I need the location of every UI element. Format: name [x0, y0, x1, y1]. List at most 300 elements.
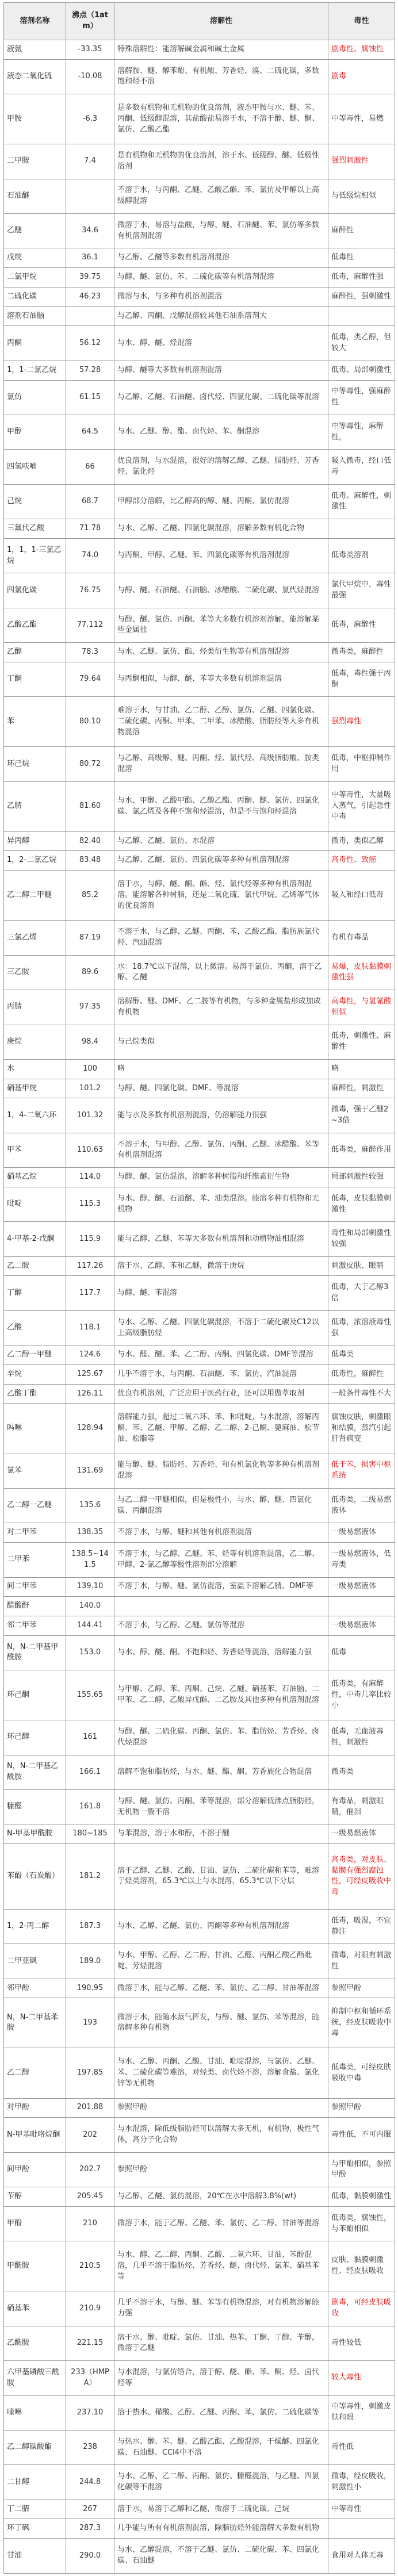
solubility-cell: 是有机物和无机物的优良溶剂，溶于水、低级醇、醚、低极性溶剂 — [114, 144, 328, 179]
table-row — [4, 2048, 395, 2098]
boiling-point-cell: 153.0 — [66, 1635, 114, 1670]
boiling-point-cell: -6.3 — [66, 94, 114, 144]
solvent-name-cell: 氯苯 — [4, 1454, 66, 1488]
solubility-cell: 与己烷类似 — [114, 1025, 328, 1059]
table-row — [4, 871, 395, 921]
solvent-name-cell: 乙酸乙酯 — [4, 608, 66, 642]
toxicity-cell: 低毒类，麻醉作用 — [328, 1133, 395, 1167]
toxicity-cell: 麻醉性，强刺激性 — [328, 287, 395, 306]
solvent-name-cell: 对甲酚 — [4, 2098, 66, 2118]
boiling-point-cell: 64.5 — [66, 415, 114, 449]
boiling-point-cell: 138.35 — [66, 1523, 114, 1543]
solvent-name-cell: 二甲亚砜 — [4, 1944, 66, 1979]
table-row — [4, 450, 395, 484]
solubility-cell: 与乙醇、高级醇、醚、丙酮、烃、氯代烃、高级脂肪酸、胺类混溶 — [114, 747, 328, 781]
boiling-point-cell: 181.2 — [66, 1844, 114, 1910]
solubility-cell: 难溶于水，与甘油、乙二醇、乙醇、氯仿、乙醚、四氯化碳、二硫化碳、丙酮、甲苯、二甲苯、冰醋酸、脂肪烃等大多有机物混溶 — [114, 697, 328, 747]
table-row — [4, 380, 395, 415]
table-body — [4, 40, 395, 2574]
table-row — [4, 2361, 395, 2395]
solubility-cell: 与醇、醚、氯仿、丙酮、苯等大多数有机溶剂溶解，能溶解某些金属盐 — [114, 608, 328, 642]
solubility-cell: 与甲醇、乙醇、苯、丙酮、己烷、乙醚、硝基苯、石油脑、二甲苯、乙二醇、乙酸异戊酯、二乙胺及其他多种有机溶剂混溶 — [114, 1670, 328, 1720]
toxicity-cell: 低毒，吸湿，不宜静注 — [328, 1909, 395, 1943]
solubility-cell: 与水、乙醇、丙酮、乙酸、甘油、吡啶混溶，与氯仿、乙醚、苯、二硫化碳等难溶，对烃类、卤代烃不溶，溶解食盐、氯化锌等无机物 — [114, 2048, 328, 2098]
solubility-cell: 与醇、醚、氯仿混溶，溶解多种树脂和纤维素衍生物 — [114, 1168, 328, 1187]
solubility-cell: 能与醇、醚、脂肪烃、芳香烃、和有机氯化物等多种有机溶剂混溶 — [114, 1454, 328, 1488]
table-row — [4, 1998, 395, 2048]
solubility-cell: 与水、乙醇、乙醚、氯仿、丙酮等多种有机溶剂混溶 — [114, 1909, 328, 1943]
table-row — [4, 831, 395, 851]
solvent-name-cell: 甲胺 — [4, 94, 66, 144]
solvent-name-cell: 乙醚 — [4, 214, 66, 248]
solubility-cell: 与水混溶，除低级脂肪烃可以溶解大多无机，有机物，极性气体，高分子化合物 — [114, 2118, 328, 2152]
solvent-name-cell: 苯酚（石炭酸） — [4, 1844, 66, 1910]
boiling-point-cell: 117.26 — [66, 1256, 114, 1276]
solvent-name-cell: 己烷 — [4, 484, 66, 519]
boiling-point-cell: 57.28 — [66, 361, 114, 380]
solvent-name-cell: 乙二醇 — [4, 2048, 66, 2098]
toxicity-cell: 食用对人体无毒 — [328, 2539, 395, 2574]
solvent-name-cell: 对二甲苯 — [4, 1523, 66, 1543]
solvent-name-cell: 醋酸酐 — [4, 1597, 66, 1616]
solvent-name-cell: 液态二氧化硫 — [4, 59, 66, 94]
boiling-point-cell: 202 — [66, 2118, 114, 2152]
solubility-cell: 溶于乙醇、乙醚、乙酸、甘油、氯仿、二硫化碳和苯等，难溶于烃类溶剂，65.3℃以上与水混溶，65.3℃以下分层 — [114, 1844, 328, 1910]
boiling-point-cell: 138.5~141.5 — [66, 1543, 114, 1577]
solvent-name-cell: 石油醚 — [4, 179, 66, 213]
solubility-cell: 与水混溶，与氯仿络合，溶于醇、醚、酯、苯、酮、烃、卤代烃等 — [114, 2361, 328, 2395]
solvent-name-cell: 苯 — [4, 697, 66, 747]
toxicity-cell: 略 — [328, 1059, 395, 1079]
solvent-name-cell: 液氨 — [4, 40, 66, 60]
table-row — [4, 781, 395, 831]
solvent-name-cell: 甲酰胺 — [4, 2241, 66, 2291]
toxicity-cell: 高毒性，与氢氰酸相似 — [328, 990, 395, 1025]
toxicity-cell: 强烈毒性 — [328, 697, 395, 747]
solvent-name-cell: 甘油 — [4, 2539, 66, 2574]
table-row — [4, 1979, 395, 1998]
toxicity-cell: 参照甲酚 — [328, 2098, 395, 2118]
solvent-name-cell: N，N-二甲基乙酰胺 — [4, 1755, 66, 1789]
table-row — [4, 2465, 395, 2500]
solvent-name-cell: 辛烷 — [4, 1365, 66, 1385]
solvent-name-cell: 二硫化碳 — [4, 287, 66, 306]
boiling-point-cell: 180~185 — [66, 1824, 114, 1844]
solubility-cell: 与乙醇、乙醚、氯仿混溶，20℃在水中溶解3.8%(wt) — [114, 2187, 328, 2207]
boiling-point-cell: 46.23 — [66, 287, 114, 306]
table-row — [4, 1635, 395, 1670]
boiling-point-cell: 125.67 — [66, 1365, 114, 1385]
solubility-cell: 溶于水、乙醇、苯和乙醚，微溶于庚烷 — [114, 1256, 328, 1276]
toxicity-cell: 低毒，麻醉性 — [328, 608, 395, 642]
solubility-cell: 与醇、醚、氯仿、苯、二硫化碳等有机溶剂混溶 — [114, 268, 328, 288]
solvent-name-cell: 乙酸 — [4, 1310, 66, 1345]
boiling-point-cell: 85.2 — [66, 871, 114, 921]
boiling-point-cell: 117.7 — [66, 1276, 114, 1310]
toxicity-cell: 低毒。麻醉性，刺激性 — [328, 484, 395, 519]
toxicity-cell: 微毒，经皮吸收，刺激性小 — [328, 2465, 395, 2500]
toxicity-cell: 一级易燃液体 — [328, 1824, 395, 1844]
solvent-name-cell: 1，1，1-三氯乙烷 — [4, 538, 66, 573]
solvent-name-cell: 吗啉 — [4, 1404, 66, 1454]
solubility-cell: 与水、甲醇、乙酸甲酯、乙酸乙酯、丙酮、醚、氯仿、四氯化碳、氯乙烯及各种不饱和烃混溶，但是不与饱和烃混溶 — [114, 781, 328, 831]
solubility-cell: 微溶于水，能随水蒸气挥发，与醇、醚、氯仿、苯等混溶，能溶解多种有机物 — [114, 1998, 328, 2048]
toxicity-cell: 易爆，皮肤黏膜刺激性强 — [328, 955, 395, 990]
boiling-point-cell: 290.0 — [66, 2539, 114, 2574]
toxicity-cell: 低毒性 — [328, 248, 395, 268]
toxicity-cell: 微毒，强于乙醚2~3倍 — [328, 1098, 395, 1133]
solvent-name-cell: 4-甲基-2-戊酮 — [4, 1222, 66, 1256]
solubility-cell: 与水、醇、醚、石油醚、苯、油类混溶。能溶多种有机物和无机物 — [114, 1187, 328, 1221]
solvent-name-cell: 甲苯 — [4, 1133, 66, 1167]
toxicity-cell — [328, 306, 395, 326]
table-row — [4, 1098, 395, 1133]
toxicity-cell: 一级易燃液体 — [328, 1577, 395, 1597]
solvent-name-cell: 乙醇 — [4, 643, 66, 662]
solvent-name-cell: 邻二甲苯 — [4, 1616, 66, 1635]
toxicity-cell: 低毒性，麻醉性 — [328, 1365, 395, 1385]
table-row — [4, 1187, 395, 1221]
table-row — [4, 2519, 395, 2539]
solvent-name-cell: 丁二腈 — [4, 2500, 66, 2519]
solvent-name-cell: N，N-二甲基甲酰胺 — [4, 1635, 66, 1670]
table-row — [4, 1079, 395, 1098]
table-row — [4, 1720, 395, 1755]
toxicity-cell: 与甲酚相似，参照甲酚 — [328, 2152, 395, 2187]
solubility-cell: 几乎不溶于水，与丙酮、石油醚、苯、氯仿、汽油混溶 — [114, 1365, 328, 1385]
solubility-cell: 与水、乙醇、乙二醇、丙酮、氯仿、糠醛混溶，与乙醚、四氯化碳等不混溶 — [114, 2465, 328, 2500]
boiling-point-cell: 7.4 — [66, 144, 114, 179]
toxicity-cell: 低毒，黏膜刺激性 — [328, 2187, 395, 2207]
table-row — [4, 955, 395, 990]
boiling-point-cell: 287.3 — [66, 2519, 114, 2539]
solubility-cell: 微溶于水，能于乙醇、乙醚、苯、氯仿、乙二醇、甘油等混溶 — [114, 2206, 328, 2241]
table-row — [4, 2098, 395, 2118]
solvent-name-cell: 水 — [4, 1059, 66, 1079]
table-row — [4, 2291, 395, 2326]
table-row — [4, 2395, 395, 2430]
solubility-cell: 特殊溶解性：能溶解碱金属和碱土金属 — [114, 40, 328, 60]
toxicity-cell: 微毒，类似乙醇 — [328, 831, 395, 851]
solubility-cell: 略 — [114, 1059, 328, 1079]
table-row — [4, 2206, 395, 2241]
toxicity-cell: 抑制中枢和循环系统，经皮肤吸收中毒 — [328, 1998, 395, 2048]
solubility-cell: 溶于水，与醇、醚、酮、酯、烃、氯代烃等多种有机溶剂混溶。能溶解各种树脂，还是二氧化硫、氯代甲烷、乙烯等气体的优良溶剂 — [114, 871, 328, 921]
boiling-point-cell: 80.72 — [66, 747, 114, 781]
solvent-name-cell: 硝基苯 — [4, 2291, 66, 2326]
table-row — [4, 40, 395, 60]
toxicity-cell: 皮肤、黏膜刺激性、经皮肤吸收 — [328, 2241, 395, 2291]
toxicity-cell: 麻醉性 — [328, 214, 395, 248]
solvent-name-cell: 丙腈 — [4, 990, 66, 1025]
solvent-name-cell: 糠醛 — [4, 1789, 66, 1824]
solvent-name-cell: 1，2-二氯乙烷 — [4, 851, 66, 871]
toxicity-cell: 毒性低，不可内服 — [328, 2118, 395, 2152]
boiling-point-cell: 237.10 — [66, 2395, 114, 2430]
boiling-point-cell: 210.9 — [66, 2291, 114, 2326]
toxicity-cell: 低毒，皮肤黏膜刺激性 — [328, 1187, 395, 1221]
toxicity-cell: 氯代甲烷中，毒性最强 — [328, 573, 395, 608]
boiling-point-cell: 71.78 — [66, 519, 114, 539]
table-row — [4, 1222, 395, 1256]
boiling-point-cell: 197.85 — [66, 2048, 114, 2098]
toxicity-cell: 毒性和局部刺激性较强 — [328, 1222, 395, 1256]
boiling-point-cell: 155.65 — [66, 1670, 114, 1720]
toxicity-cell: 剧毒 — [328, 59, 395, 94]
toxicity-cell: 低毒，刺激性、麻醉性 — [328, 1025, 395, 1059]
table-row — [4, 1597, 395, 1616]
solvent-name-cell: 甲酚 — [4, 2206, 66, 2241]
solvent-name-cell: 溶剂石油脑 — [4, 306, 66, 326]
toxicity-cell: 高毒类，对皮肤、黏膜有强烈腐蚀性，可经皮吸收中毒 — [328, 1844, 395, 1910]
table-row — [4, 2500, 395, 2519]
solvent-name-cell: 硝基乙烷 — [4, 1168, 66, 1187]
solubility-cell: 不溶于水，与乙醇、乙醚、丙酮、苯、乙酸乙酯、脂肪族氯代烃、汽油混溶 — [114, 921, 328, 955]
boiling-point-cell: 115.9 — [66, 1222, 114, 1256]
boiling-point-cell: 83.48 — [66, 851, 114, 871]
toxicity-cell: 低毒类，有麻醉性，中毒几率比较小 — [328, 1670, 395, 1720]
boiling-point-cell: 221.15 — [66, 2326, 114, 2360]
solubility-cell: 溶于水，易溶于乙醇和乙醚，微溶于二硫化碳、己烷 — [114, 2500, 328, 2519]
boiling-point-cell: 66 — [66, 450, 114, 484]
boiling-point-cell: 201.88 — [66, 2098, 114, 2118]
boiling-point-cell: 89.6 — [66, 955, 114, 990]
solubility-cell: 不溶于水，与乙醇、乙醚、氯仿等混溶 — [114, 1616, 328, 1635]
toxicity-cell: 一级易燃液体 — [328, 1616, 395, 1635]
toxicity-cell: 低毒类，腐蚀性，与苯酚相似 — [328, 2206, 395, 2241]
toxicity-cell: 微毒，对眼有刺激性 — [328, 1944, 395, 1979]
toxicity-cell: 微毒类，麻醉性 — [328, 643, 395, 662]
toxicity-cell: 有毒品，刺激眼睛，催泪 — [328, 1789, 395, 1824]
boiling-point-cell: 139.10 — [66, 1577, 114, 1597]
table-row — [4, 921, 395, 955]
table-row — [4, 179, 395, 213]
solvent-name-cell: 间二甲苯 — [4, 1577, 66, 1597]
table-row — [4, 2539, 395, 2574]
solvent-name-cell: N-甲基甲酰胺 — [4, 1824, 66, 1844]
toxicity-cell: 低毒，中枢抑制作用 — [328, 747, 395, 781]
boiling-point-cell: 81.60 — [66, 781, 114, 831]
boiling-point-cell: 187.3 — [66, 1909, 114, 1943]
boiling-point-cell: 144.41 — [66, 1616, 114, 1635]
solubility-cell: 与醇、醚、二硫化碳、丙酮、氯仿、苯、脂肪烃、芳香烃、卤代烃混溶 — [114, 1720, 328, 1755]
toxicity-cell: 一级易燃液体 — [328, 1523, 395, 1543]
solubility-cell: 与乙醇、丙酮、戊醇混溶较其他石油系溶剂大 — [114, 306, 328, 326]
solubility-cell: 与丙酮、甲醇、乙醚、苯、四氯化碳等有机溶剂混溶 — [114, 538, 328, 573]
table-row — [4, 1059, 395, 1079]
solubility-cell: 与水、醛、醚、苯、乙二醇、丙酮、四氯化碳、DMF等混溶 — [114, 1346, 328, 1365]
solvent-name-cell: 氯仿 — [4, 380, 66, 415]
solubility-cell: 与丙酮相似，与醇、醚、苯等大多数有机溶剂混溶 — [114, 662, 328, 696]
boiling-point-cell: 161.8 — [66, 1789, 114, 1824]
toxicity-cell: 低毒类，二级易燃液体 — [328, 1488, 395, 1523]
boiling-point-cell: 78.3 — [66, 643, 114, 662]
solvent-name-cell: 异丙醇 — [4, 831, 66, 851]
solvent-name-cell: 间甲酚 — [4, 2152, 66, 2187]
solvent-name-cell: 乙二醇一甲醚 — [4, 1346, 66, 1365]
solubility-cell: 溶解不饱和脂肪烃，与水、醚、酯、酮、芳香族化合物混溶 — [114, 1755, 328, 1789]
solubility-cell: 参照甲酚 — [114, 2152, 328, 2187]
solvent-name-cell: 苄醇 — [4, 2187, 66, 2207]
table-row — [4, 1168, 395, 1187]
solvent-name-cell: 丁醇 — [4, 1276, 66, 1310]
boiling-point-cell: 267 — [66, 2500, 114, 2519]
table-row — [4, 144, 395, 179]
toxicity-cell: 低毒，毒性强于丙酮 — [328, 662, 395, 696]
solubility-cell: 溶于水、醇、吡啶、氯仿、甘油、热苯、丁酮、丁醇、苄醇，微溶于乙醚 — [114, 2326, 328, 2360]
solubility-cell: 与乙二醇一甲醚相似，但是极性小，与水、醇、醚、四氯化碳、丙酮混溶 — [114, 1488, 328, 1523]
boiling-point-cell: 135.6 — [66, 1488, 114, 1523]
table-row — [4, 306, 395, 326]
solubility-cell: 优良溶剂，与水混溶，很好的溶解乙醇、乙醚、脂肪烃、芳香烃、氯化烃 — [114, 450, 328, 484]
toxicity-cell: 一级易燃液体，低毒类 — [328, 1543, 395, 1577]
toxicity-cell: 高毒性、致癌 — [328, 851, 395, 871]
toxicity-cell: 中等毒性，刺激皮肤和眼 — [328, 2395, 395, 2430]
boiling-point-cell: 202.7 — [66, 2152, 114, 2187]
solubility-cell: 溶于热水、稀酸、乙醇、乙醚、丙酮、苯、氯仿、二硫化碳等 — [114, 2395, 328, 2430]
solvent-name-cell: 环丁砜 — [4, 2519, 66, 2539]
table-row — [4, 1310, 395, 1345]
toxicity-cell: 毒性较低 — [328, 2326, 395, 2360]
solvent-name-cell: N-甲基吡咯烷酮 — [4, 2118, 66, 2152]
boiling-point-cell: 74.0 — [66, 538, 114, 573]
table-row — [4, 747, 395, 781]
boiling-point-cell: 87.19 — [66, 921, 114, 955]
boiling-point-cell: 128.94 — [66, 1404, 114, 1454]
boiling-point-cell: 140.0 — [66, 1597, 114, 1616]
solubility-cell: 是多数有机物和无机物的优良溶剂，液态甲胺与水、醚、苯、丙酮、低级醇混溶，其盐酸盐易溶于水，不溶于醇、醚、酮、氯仿、乙酸乙酯 — [114, 94, 328, 144]
toxicity-cell: 中等毒性，易燃 — [328, 94, 395, 144]
solvent-name-cell: 四氯化碳 — [4, 573, 66, 608]
boiling-point-cell: 210.5 — [66, 2241, 114, 2291]
toxicity-cell: 剧毒性、腐蚀性 — [328, 40, 395, 60]
solvent-name-cell: N，N-二甲基苯胺 — [4, 1998, 66, 2048]
boiling-point-cell: 210 — [66, 2206, 114, 2241]
boiling-point-cell: 161 — [66, 1720, 114, 1755]
toxicity-cell: 低毒，无血液毒性，刺激性 — [328, 1720, 395, 1755]
solubility-cell: 与醇、醚等大多数有机溶剂混溶 — [114, 361, 328, 380]
solvent-name-cell: 丁酮 — [4, 662, 66, 696]
toxicity-cell: 低毒、局部刺激性 — [328, 361, 395, 380]
solvent-table — [3, 2, 395, 2574]
boiling-point-cell: 124.6 — [66, 1346, 114, 1365]
solubility-cell: 与水、乙醚、氯仿、酯、烃类衍生物等有机溶剂混溶 — [114, 643, 328, 662]
solubility-cell: 与乙醇、乙醚、石油醚、卤代烃、四氯化碳、二硫化碳等混溶 — [114, 380, 328, 415]
solvent-name-cell: 环己酮 — [4, 1670, 66, 1720]
table-row — [4, 519, 395, 539]
solubility-cell: 溶解胺、醚、醇苯酚、有机酸、芳香烃、溴、二硫化碳，多数饱和烃不溶 — [114, 59, 328, 94]
table-row — [4, 990, 395, 1025]
table-row — [4, 608, 395, 642]
boiling-point-cell: 126.11 — [66, 1384, 114, 1404]
boiling-point-cell: 131.69 — [66, 1454, 114, 1488]
table-row — [4, 326, 395, 361]
solubility-cell: 不溶于水，与甲醇、乙醇、氯仿、丙酮、乙醚、冰醋酸、苯等有机溶剂混溶 — [114, 1133, 328, 1167]
table-row — [4, 2326, 395, 2360]
boiling-point-cell: 193 — [66, 1998, 114, 2048]
boiling-point-cell: 101.2 — [66, 1079, 114, 1098]
boiling-point-cell — [66, 306, 114, 326]
table-row — [4, 361, 395, 380]
solubility-cell: 与乙醇、乙醚等多数有机溶剂混溶 — [114, 248, 328, 268]
solvent-name-cell: 乙酸丁酯 — [4, 1384, 66, 1404]
toxicity-cell: 吸入和经口低毒 — [328, 871, 395, 921]
toxicity-cell: 吸入微毒，经口低毒 — [328, 450, 395, 484]
toxicity-cell: 一般条件毒性不大 — [328, 1384, 395, 1404]
table-row — [4, 851, 395, 871]
boiling-point-cell: 61.15 — [66, 380, 114, 415]
table-row — [4, 1404, 395, 1454]
boiling-point-cell: 79.64 — [66, 662, 114, 696]
toxicity-cell: 低毒类溶剂 — [328, 538, 395, 573]
table-row — [4, 643, 395, 662]
solubility-cell: 与苯混溶，溶于水和醇，不溶于醚 — [114, 1824, 328, 1844]
solvent-name-cell: 三乙胺 — [4, 955, 66, 990]
toxicity-cell: 低于苯，损害中枢系统 — [328, 1454, 395, 1488]
solubility-cell: 不溶于水，与醇、醚、氯仿混溶，室温下溶解乙腈、DMF等 — [114, 1577, 328, 1597]
table-row — [4, 1365, 395, 1385]
table-header-row — [4, 3, 395, 40]
table-row — [4, 662, 395, 696]
table-row — [4, 1789, 395, 1824]
boiling-point-cell: 238 — [66, 2430, 114, 2464]
toxicity-cell — [328, 1597, 395, 1616]
solvent-name-cell: 乙二胺 — [4, 1256, 66, 1276]
solvent-name-cell: 庚烷 — [4, 1025, 66, 1059]
solvent-name-cell: 甲醇 — [4, 415, 66, 449]
solubility-cell: 与热水、醇、苯、醚、乙酸乙酯、乙酸混溶，干燥醚、四氯化碳、石油醚、CCl4中不溶 — [114, 2430, 328, 2464]
solubility-cell: 能与乙醇、乙醚、苯等大多数有机溶剂和动植物油相混溶 — [114, 1222, 328, 1256]
toxicity-cell — [328, 519, 395, 539]
solvent-name-cell: 戊烷 — [4, 248, 66, 268]
solvent-name-cell: 环己烷 — [4, 747, 66, 781]
header-toxicity: 毒性 — [328, 3, 395, 40]
solvent-name-cell: 乙二醇一乙醚 — [4, 1488, 66, 1523]
boiling-point-cell: 115.3 — [66, 1187, 114, 1221]
toxicity-cell: 低毒，类乙醇，但较大 — [328, 326, 395, 361]
boiling-point-cell: 97.35 — [66, 990, 114, 1025]
solubility-cell: 不溶于水，与丙酮、乙醚、乙酸乙酯、苯、氯仿及甲醇以上高级醇混溶 — [114, 179, 328, 213]
boiling-point-cell: -10.08 — [66, 59, 114, 94]
solubility-cell — [114, 1597, 328, 1616]
solubility-cell: 与水、醇、乙二醇、丙酮、乙酸、二氧六环、甘油、苯酚混溶，几乎不溶于脂肪烃、芳香烃、醚、卤代烃、氯苯、硝基苯等 — [114, 2241, 328, 2291]
toxicity-cell: 微毒类 — [328, 1755, 395, 1789]
toxicity-cell: 中等毒性，强麻醉性 — [328, 380, 395, 415]
solvent-name-cell: 吡啶 — [4, 1187, 66, 1221]
toxicity-cell: 中等毒性 — [328, 2500, 395, 2519]
solubility-cell: 溶解醇、醚、DMF、乙二胺等有机物，与多种金属盐形成加成有机物 — [114, 990, 328, 1025]
solvent-name-cell: 二甲胺 — [4, 144, 66, 179]
toxicity-cell: 毒性低 — [328, 2430, 395, 2464]
toxicity-cell: 与低级烷相似 — [328, 179, 395, 213]
toxicity-cell: 局部刺激性较强 — [328, 1168, 395, 1187]
table-row — [4, 1488, 395, 1523]
toxicity-cell: 较大毒性 — [328, 2361, 395, 2395]
boiling-point-cell: 114.0 — [66, 1168, 114, 1187]
table-row — [4, 697, 395, 747]
boiling-point-cell: 36.1 — [66, 248, 114, 268]
boiling-point-cell: 82.40 — [66, 831, 114, 851]
boiling-point-cell: 233（HMPA） — [66, 2361, 114, 2395]
solvent-name-cell: 乙二醇碳酸酯 — [4, 2430, 66, 2464]
table-row — [4, 2152, 395, 2187]
boiling-point-cell: 118.1 — [66, 1310, 114, 1345]
solubility-cell: 优良有机溶剂，广泛应用于医药行业，还可以用做萃取剂 — [114, 1384, 328, 1404]
solvent-name-cell: 二甘醇 — [4, 2465, 66, 2500]
solubility-cell: 不溶于水，与醇、醚和其他有机溶剂混溶 — [114, 1523, 328, 1543]
boiling-point-cell — [66, 179, 114, 213]
table-row — [4, 538, 395, 573]
